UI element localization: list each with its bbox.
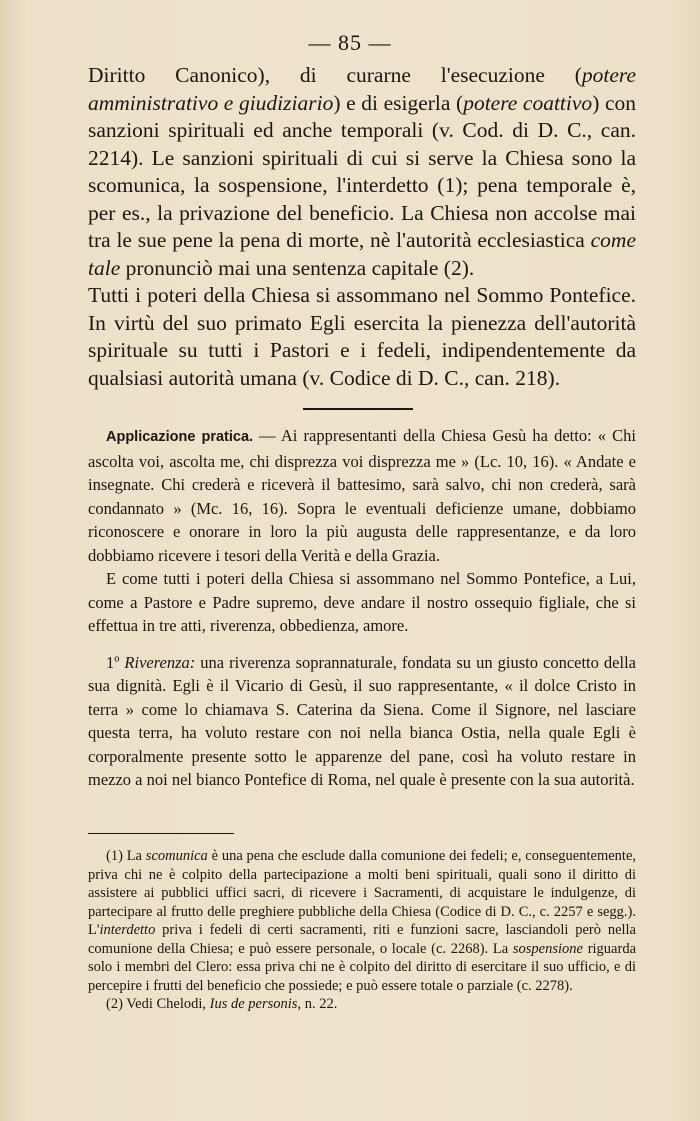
footnote-rule [88,833,234,834]
main-paragraph-1: Diritto Canonico), di curarne l'esecuzione (potere amministrativo e giudiziario) e di esigerla (potere coattivo) con sanzioni spirituali ed anche temporali (v. Cod. di D. C., can. 2214). Le sanzioni spirituali di cui si serve la Chiesa sono la scomunica, la sospensione, l'interdetto (1); pena temporale è, per es., la privazione del beneficio. La Chiesa non accolse mai tra le sue pene la pena di morte, nè l'autorità ecclesiastica come tale pronunciò mai una sentenza capitale (2). [88,63,636,280]
applicazione-pratica-section [88,424,636,792]
applicazione-paragraph-1: Applicazione pratica. — Ai rappresentanti della Chiesa Gesù ha detto: « Chi ascolta voi, ascolta me, chi disprezza voi disprezza me » (Lc. 10, 16). « Andate e insegnate. Chi crederà e riceverà il battesimo, sarà salvo, chi non crederà, sarà condannato » (Mc. 16, 16). Sopra le eventuali deficienze umane, dobbiamo riconoscere e onorare in loro la più augusta delle rappresentanze, e da loro dobbiamo ricevere i tesori della Verità e della Grazia. [88,426,636,565]
main-paragraph-2: Tutti i poteri della Chiesa si assommano nel Sommo Pontefice. In virtù del suo primato Egli esercita la pienezza dell'autorità spirituale su tutti i Pastori e i fedeli, indipendentemente da qualsiasi autorità umana (v. Codice di D. C., can. 218). [88,283,636,390]
footnote-1: (1) La scomunica è una pena che esclude dalla comunione dei fedeli; e, conseguentemente, priva chi ne è colpito della partecipazione a molti beni spirituali, quali sono il diritto di assistere ai pubblici uffici sacri, di ricevere i Sacramenti, di acquistare le indulgenze, di partecipare al frutto delle preghiere pubbliche della Chiesa (Codice di D. C., c. 2257 e segg.). L'interdetto priva i fedeli di certi sacramenti, riti e funzioni sacre, lasciandoli però nella comunione della Chiesa; e può essere personale, o locale (c. 2268). La sospensione riguarda solo i membri del Clero: essa priva chi ne è colpito del diritto di esercitare il suo ufficio, e di percepire i frutti del beneficio che possiede; e può essere totale o parziale (c. 2278). [88,848,637,994]
footnote-2: (2) Vedi Chelodi, Ius de personis, n. 22. [106,996,338,1012]
riverenza-paragraph: 1º Riverenza: una riverenza soprannaturale, fondata su un giusto concetto della sua dignità. Egli è il Vicario di Gesù, il suo rappresentante, « il dolce Cristo in terra » come lo chiamava S. Caterina da Siena. Come il Signore, nel lasciare questa terra, ha voluto restare con noi nella bianca Ostia, nella quale Egli è corporalmente presente sotto le apparenze del pane, così ha voluto restare in mezzo a noi nel bianco Pontefice di Roma, nel quale è presente con la sua autorità. [88,652,636,789]
riverenza-title: Riverenza: [124,652,196,672]
section-divider [303,408,413,410]
applicazione-paragraph-2: E come tutti i poteri della Chiesa si assommano nel Sommo Pontefice, a Lui, come a Pastore e Padre supremo, deve andare il nostro ossequio figliale, che si effettua in tre atti, riverenza, obbedienza, amore. [88,569,636,635]
main-text [88,62,636,392]
footnotes [88,847,636,1014]
page-number: — 85 — [308,30,392,55]
applicazione-heading: Applicazione pratica. [106,429,254,445]
